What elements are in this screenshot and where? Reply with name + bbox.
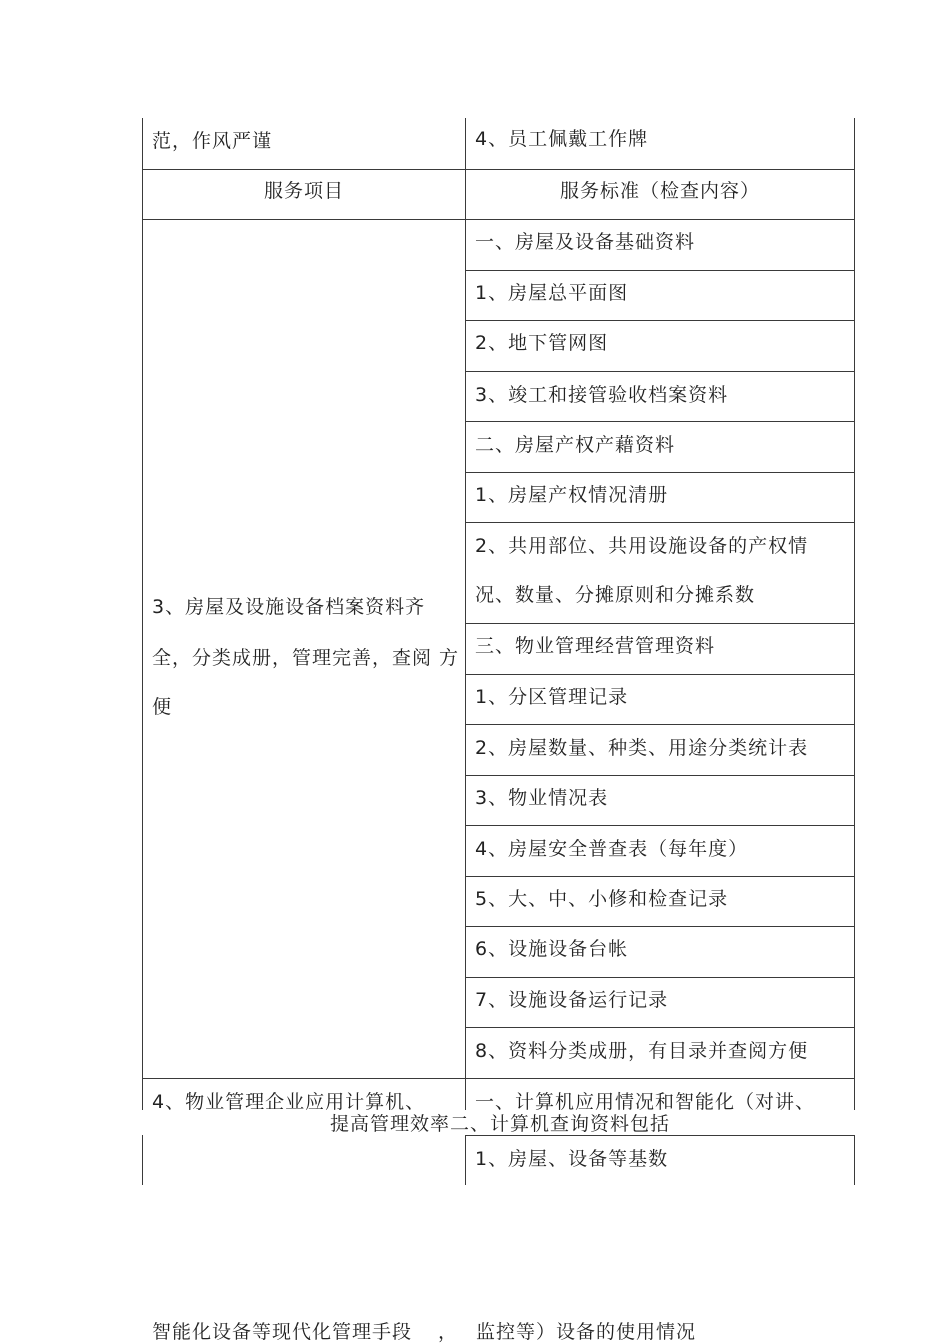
table2-left-border <box>142 1135 143 1185</box>
standard-item: 况、数量、分摊原则和分摊系数 <box>475 584 756 606</box>
section4-standard-text: 一、计算机应用情况和智能化（对讲、 <box>475 1091 816 1113</box>
standard-item: 3、竣工和接管验收档案资料 <box>475 384 729 406</box>
row-divider <box>465 825 855 826</box>
top-row-standard-text: 4、员工佩戴工作牌 <box>475 128 649 150</box>
row-divider <box>465 876 855 877</box>
section3-item-line: 3、房屋及设施设备档案资料齐 <box>152 596 426 618</box>
table-middle-border <box>465 118 466 1110</box>
row-divider <box>465 977 855 978</box>
row-divider <box>142 219 855 220</box>
row-divider <box>465 724 855 725</box>
row-divider <box>465 775 855 776</box>
standard-item: 5、大、中、小修和检查记录 <box>475 888 729 910</box>
row-divider <box>142 169 855 170</box>
row-divider <box>465 674 855 675</box>
section4-item-text: 4、物业管理企业应用计算机、 <box>152 1091 426 1113</box>
standard-item: 7、设施设备运行记录 <box>475 989 669 1011</box>
row-divider <box>465 926 855 927</box>
standard-item: 1、房屋总平面图 <box>475 282 629 304</box>
row-divider <box>465 522 855 523</box>
section3-item-line: 便 <box>152 696 173 718</box>
row-divider <box>142 1078 855 1079</box>
standard-item: 2、房屋数量、种类、用途分类统计表 <box>475 737 809 759</box>
standard-item: 4、房屋安全普查表（每年度） <box>475 838 749 860</box>
table2-right-border <box>854 1135 855 1185</box>
row-divider <box>465 623 855 624</box>
footer-left-text: 智能化设备等现代化管理手段 <box>152 1321 413 1343</box>
row-divider <box>465 472 855 473</box>
row-divider <box>465 371 855 372</box>
standard-heading: 一、房屋及设备基础资料 <box>475 231 696 253</box>
section4-standard-item: 1、房屋、设备等基数 <box>475 1148 669 1170</box>
row-divider <box>465 1027 855 1028</box>
standard-item: 3、物业情况表 <box>475 787 609 809</box>
standard-item: 8、资料分类成册，有目录并查阅方便 <box>475 1040 809 1062</box>
row-divider <box>465 421 855 422</box>
header-service-standard: 服务标准（检查内容） <box>559 180 760 202</box>
standard-item: 2、地下管网图 <box>475 332 609 354</box>
table-left-border <box>142 118 143 1110</box>
standard-item: 2、共用部位、共用设施设备的产权情 <box>475 535 809 557</box>
table2-top-border <box>465 1135 855 1136</box>
section3-item-line: 全，分类成册，管理完善，查阅 方 <box>152 647 460 669</box>
standard-heading: 二、房屋产权产藉资料 <box>475 434 676 456</box>
footer-comma: ， <box>438 1321 459 1343</box>
top-row-item-text: 范，作风严谨 <box>152 130 273 152</box>
standard-item: 1、房屋产权情况清册 <box>475 484 669 506</box>
table-right-border <box>854 118 855 1110</box>
table2-middle-border <box>465 1135 466 1185</box>
standard-heading: 三、物业管理经营管理资料 <box>475 635 716 657</box>
footer-right-text: 监控等）设备的使用情况 <box>476 1321 697 1343</box>
standard-item: 1、分区管理记录 <box>475 686 629 708</box>
header-service-item: 服务项目 <box>263 180 344 202</box>
standard-item: 6、设施设备台帐 <box>475 938 629 960</box>
row-divider <box>465 270 855 271</box>
row-divider <box>465 320 855 321</box>
overflow-text: 提高管理效率二、计算机查询资料包括 <box>330 1113 671 1135</box>
